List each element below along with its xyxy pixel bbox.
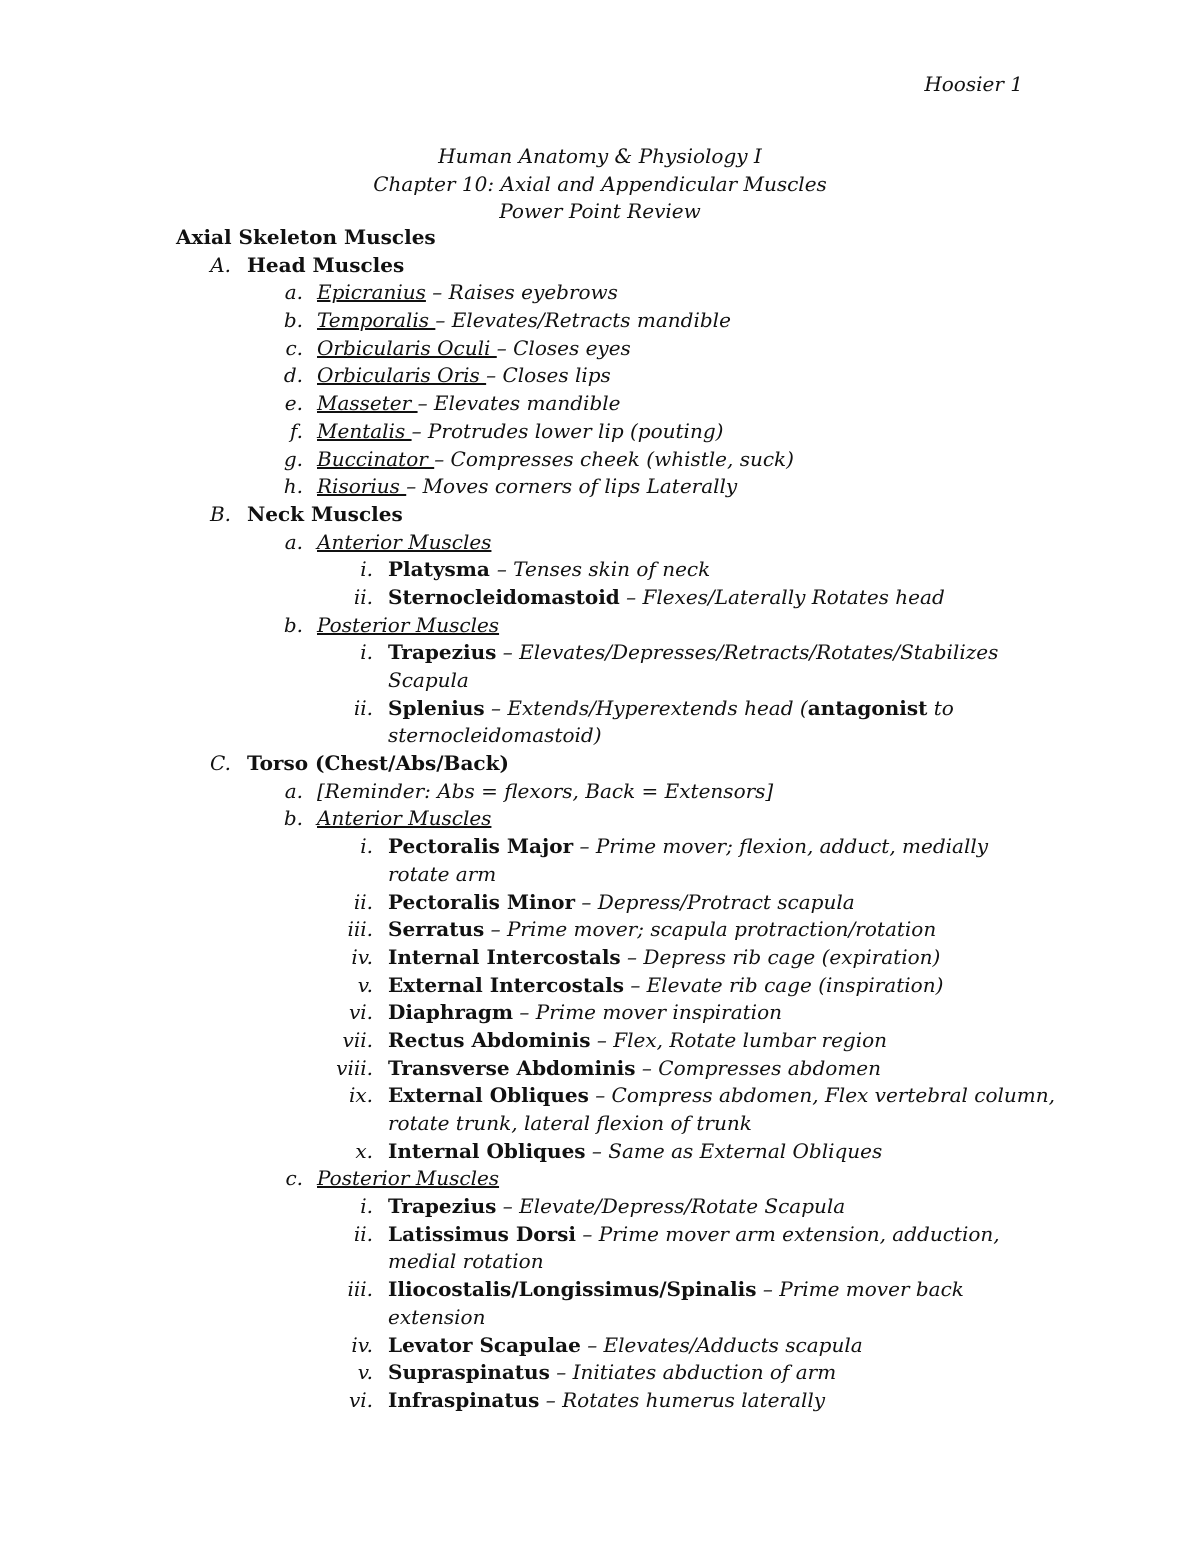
item-text bbox=[388, 972, 943, 1000]
muscle-description: – Moves corners of lips Laterally bbox=[406, 474, 738, 499]
outline-marker: A. bbox=[210, 252, 231, 277]
list-item bbox=[0, 1055, 1200, 1083]
list-item bbox=[0, 279, 1200, 307]
item-text bbox=[388, 695, 954, 723]
list-item-continuation bbox=[0, 722, 1200, 750]
subheading-text: Posterior Muscles bbox=[317, 612, 500, 637]
list-item bbox=[0, 695, 1200, 723]
muscle-description: – Depress rib cage (expiration) bbox=[620, 944, 941, 969]
muscle-name: Supraspinatus bbox=[388, 1360, 550, 1385]
outline-marker: a. bbox=[284, 778, 303, 803]
outline-marker: ii. bbox=[353, 1221, 373, 1246]
muscle-name: External Obliques bbox=[388, 1083, 589, 1108]
list-item-continuation bbox=[0, 1248, 1200, 1276]
item-text bbox=[388, 1055, 881, 1083]
document-titles bbox=[0, 143, 1200, 226]
list-item bbox=[0, 1276, 1200, 1304]
list-item bbox=[0, 999, 1200, 1027]
item-text bbox=[388, 1387, 825, 1415]
list-item bbox=[0, 1332, 1200, 1360]
list-item bbox=[0, 639, 1200, 667]
list-item bbox=[0, 307, 1200, 335]
muscle-description: – Prime mover inspiration bbox=[513, 1000, 783, 1025]
muscle-description: – Raises eyebrows bbox=[425, 280, 618, 305]
list-item bbox=[0, 362, 1200, 390]
muscle-name: Platysma bbox=[388, 557, 497, 582]
subheading-text: Posterior Muscles bbox=[317, 1166, 500, 1191]
muscle-description: – Rotates humerus laterally bbox=[539, 1387, 826, 1412]
muscle-description: – Compresses abdomen bbox=[635, 1055, 882, 1080]
item-text bbox=[317, 335, 631, 363]
outline-heading-text: Torso (Chest/Abs/Back) bbox=[247, 751, 509, 776]
item-text bbox=[317, 390, 620, 418]
muscle-name: Infraspinatus bbox=[388, 1387, 540, 1412]
emphasis-term: antagonist bbox=[807, 695, 928, 720]
muscle-description: – Tenses skin of neck bbox=[496, 557, 711, 582]
list-item bbox=[0, 1082, 1200, 1110]
outline-marker: i. bbox=[360, 557, 373, 582]
outline-marker: b. bbox=[283, 612, 303, 637]
muscle-description: – Prime mover back bbox=[756, 1277, 964, 1302]
muscle-name: Rectus Abdominis bbox=[388, 1027, 591, 1052]
item-text bbox=[317, 307, 731, 335]
subheading-text: Anterior Muscles bbox=[317, 529, 492, 554]
muscle-name: Risorius bbox=[317, 474, 407, 499]
item-text bbox=[388, 1138, 882, 1166]
list-item bbox=[0, 584, 1200, 612]
item-text bbox=[388, 639, 998, 667]
outline-marker: viii. bbox=[336, 1055, 373, 1080]
muscle-name: Latissimus Dorsi bbox=[388, 1221, 576, 1246]
list-item bbox=[0, 1193, 1200, 1221]
muscle-name: Pectoralis Major bbox=[388, 834, 574, 859]
list-item-continuation bbox=[0, 1304, 1200, 1332]
muscle-description: – Prime mover arm extension, adduction, bbox=[575, 1221, 1000, 1246]
outline-marker: v. bbox=[357, 972, 373, 997]
muscle-description: – Prime mover; flexion, adduct, medially bbox=[573, 834, 989, 859]
list-item bbox=[0, 446, 1200, 474]
subheading-torso-anterior bbox=[0, 805, 1200, 833]
outline-marker: a. bbox=[284, 529, 303, 554]
item-text bbox=[388, 999, 782, 1027]
muscle-description: – Elevates/Adducts scapula bbox=[580, 1332, 863, 1357]
item-text bbox=[317, 279, 618, 307]
subheading-neck-anterior bbox=[0, 529, 1200, 557]
muscle-description: – Flex, Rotate lumbar region bbox=[590, 1027, 888, 1052]
outline-marker: vi. bbox=[348, 1000, 373, 1025]
continuation-text: rotate arm bbox=[388, 861, 497, 886]
muscle-description: – Flexes/Laterally Rotates head bbox=[619, 584, 945, 609]
muscle-description: – Extends/Hyperextends head ( bbox=[484, 695, 808, 720]
outline-marker: iv. bbox=[351, 1332, 373, 1357]
outline-body bbox=[0, 224, 1200, 1415]
outline-marker: f. bbox=[289, 418, 303, 443]
muscle-description: – Elevates mandible bbox=[417, 391, 621, 416]
outline-marker: a. bbox=[284, 280, 303, 305]
outline-marker: c. bbox=[285, 1166, 303, 1191]
outline-marker: iv. bbox=[351, 944, 373, 969]
item-text bbox=[317, 362, 611, 390]
muscle-name: Transverse Abdominis bbox=[388, 1055, 636, 1080]
outline-marker: i. bbox=[360, 640, 373, 665]
item-text bbox=[388, 1332, 863, 1360]
outline-marker: ix. bbox=[348, 1083, 373, 1108]
item-text bbox=[388, 1193, 845, 1221]
outline-marker: ii. bbox=[353, 695, 373, 720]
list-item bbox=[0, 1027, 1200, 1055]
outline-heading-head bbox=[0, 252, 1200, 280]
outline-marker: c. bbox=[285, 335, 303, 360]
muscle-description: – Compresses cheek (whistle, suck) bbox=[434, 446, 794, 471]
chapter-title: Chapter 10: Axial and Appendicular Muscles bbox=[373, 171, 827, 196]
muscle-description: – Compress abdomen, Flex vertebral column, bbox=[588, 1083, 1055, 1108]
item-text bbox=[388, 833, 988, 861]
subheading-neck-posterior bbox=[0, 612, 1200, 640]
muscle-name: Orbicularis Oculi bbox=[317, 335, 497, 360]
muscle-name: Sternocleidomastoid bbox=[388, 584, 620, 609]
muscle-name: Levator Scapulae bbox=[388, 1332, 581, 1357]
list-item bbox=[0, 335, 1200, 363]
outline-marker: vi. bbox=[348, 1387, 373, 1412]
muscle-description: – Protrudes lower lip (pouting) bbox=[411, 418, 724, 443]
item-text bbox=[317, 473, 737, 501]
muscle-name: Pectoralis Minor bbox=[388, 889, 576, 914]
outline-marker: iii. bbox=[347, 1277, 373, 1302]
outline-marker: g. bbox=[283, 446, 303, 471]
muscle-description: – Elevates/Retracts mandible bbox=[435, 308, 731, 333]
muscle-name: Temporalis bbox=[317, 308, 436, 333]
item-text bbox=[388, 1027, 887, 1055]
item-text bbox=[388, 1276, 964, 1304]
outline-marker: i. bbox=[360, 834, 373, 859]
list-item bbox=[0, 972, 1200, 1000]
outline-marker: b. bbox=[283, 308, 303, 333]
muscle-description: – Prime mover; scapula protraction/rotation bbox=[484, 917, 937, 942]
outline-marker: x. bbox=[355, 1138, 373, 1163]
section-heading: Axial Skeleton Muscles bbox=[176, 225, 436, 249]
review-title: Power Point Review bbox=[499, 199, 701, 224]
muscle-name: Internal Intercostals bbox=[388, 944, 621, 969]
muscle-name: External Intercostals bbox=[388, 972, 624, 997]
outline-marker: ii. bbox=[353, 584, 373, 609]
item-text bbox=[388, 1221, 1000, 1249]
muscle-name: Orbicularis Oris bbox=[317, 363, 487, 388]
outline-heading-torso bbox=[0, 750, 1200, 778]
list-item-continuation bbox=[0, 667, 1200, 695]
muscle-name: Iliocostalis/Longissimus/Spinalis bbox=[388, 1277, 757, 1302]
list-item-continuation bbox=[0, 861, 1200, 889]
muscle-name: Splenius bbox=[388, 695, 485, 720]
list-item bbox=[0, 556, 1200, 584]
muscle-description: – Initiates abduction of arm bbox=[549, 1360, 837, 1385]
outline-marker: ii. bbox=[353, 889, 373, 914]
muscle-description: – Depress/Protract scapula bbox=[575, 889, 855, 914]
item-text bbox=[388, 584, 945, 612]
item-text bbox=[388, 889, 855, 917]
course-title: Human Anatomy & Physiology I bbox=[438, 144, 762, 168]
continuation-text: Scapula bbox=[388, 668, 469, 692]
item-text bbox=[388, 1082, 1055, 1110]
reminder-text: [Reminder: Abs = flexors, Back = Extensors] bbox=[317, 778, 774, 803]
muscle-description: – Closes eyes bbox=[496, 335, 631, 360]
muscle-description-tail: to bbox=[927, 695, 954, 720]
outline-marker: B. bbox=[209, 501, 231, 526]
muscle-description: – Elevate rib cage (inspiration) bbox=[623, 972, 944, 997]
muscle-description: – Elevates/Depresses/Retracts/Rotates/Stabilizes bbox=[496, 640, 999, 665]
list-item bbox=[0, 944, 1200, 972]
item-text bbox=[388, 1359, 836, 1387]
outline-marker: e. bbox=[284, 391, 303, 416]
continuation-text: medial rotation bbox=[388, 1249, 544, 1274]
list-item bbox=[0, 1387, 1200, 1415]
outline-marker: C. bbox=[210, 751, 231, 776]
muscle-name: Serratus bbox=[388, 917, 485, 942]
list-item bbox=[0, 833, 1200, 861]
outline-marker: v. bbox=[357, 1360, 373, 1385]
list-item bbox=[0, 889, 1200, 917]
continuation-text: sternocleidomastoid) bbox=[388, 723, 602, 748]
continuation-text: extension bbox=[388, 1304, 486, 1329]
item-text bbox=[317, 446, 794, 474]
section-heading-line bbox=[0, 224, 1200, 252]
muscle-name: Mentalis bbox=[317, 418, 412, 443]
item-text bbox=[317, 418, 723, 446]
muscle-name: Buccinator bbox=[317, 446, 435, 471]
subheading-torso-posterior bbox=[0, 1165, 1200, 1193]
outline-marker: b. bbox=[283, 806, 303, 831]
muscle-name: Internal Obliques bbox=[388, 1138, 586, 1163]
muscle-name: Diaphragm bbox=[388, 1000, 514, 1025]
list-item bbox=[0, 1359, 1200, 1387]
list-item bbox=[0, 418, 1200, 446]
outline-heading-neck bbox=[0, 501, 1200, 529]
outline-marker: vii. bbox=[342, 1027, 373, 1052]
page-header: Hoosier 1 bbox=[924, 72, 1023, 96]
muscle-description: – Closes lips bbox=[486, 363, 611, 388]
muscle-name: Trapezius bbox=[388, 640, 497, 665]
muscle-name: Epicranius bbox=[317, 280, 426, 305]
outline-marker: h. bbox=[283, 474, 303, 499]
item-text bbox=[388, 944, 940, 972]
muscle-description: – Same as External Obliques bbox=[585, 1138, 883, 1163]
list-item bbox=[0, 473, 1200, 501]
outline-marker: d. bbox=[283, 363, 303, 388]
list-item-continuation bbox=[0, 1110, 1200, 1138]
muscle-name: Masseter bbox=[317, 391, 418, 416]
subheading-text: Anterior Muscles bbox=[317, 806, 492, 831]
reminder-line bbox=[0, 778, 1200, 806]
outline-heading-text: Head Muscles bbox=[247, 252, 405, 277]
item-text bbox=[388, 556, 710, 584]
list-item bbox=[0, 1221, 1200, 1249]
list-item bbox=[0, 390, 1200, 418]
continuation-text: rotate trunk, lateral flexion of trunk bbox=[388, 1111, 752, 1135]
list-item bbox=[0, 916, 1200, 944]
outline-marker: iii. bbox=[347, 917, 373, 942]
muscle-description: – Elevate/Depress/Rotate Scapula bbox=[496, 1194, 846, 1219]
muscle-name: Trapezius bbox=[388, 1194, 497, 1219]
list-item bbox=[0, 1138, 1200, 1166]
outline-heading-text: Neck Muscles bbox=[247, 501, 403, 526]
item-text bbox=[388, 916, 936, 944]
outline-marker: i. bbox=[360, 1194, 373, 1219]
